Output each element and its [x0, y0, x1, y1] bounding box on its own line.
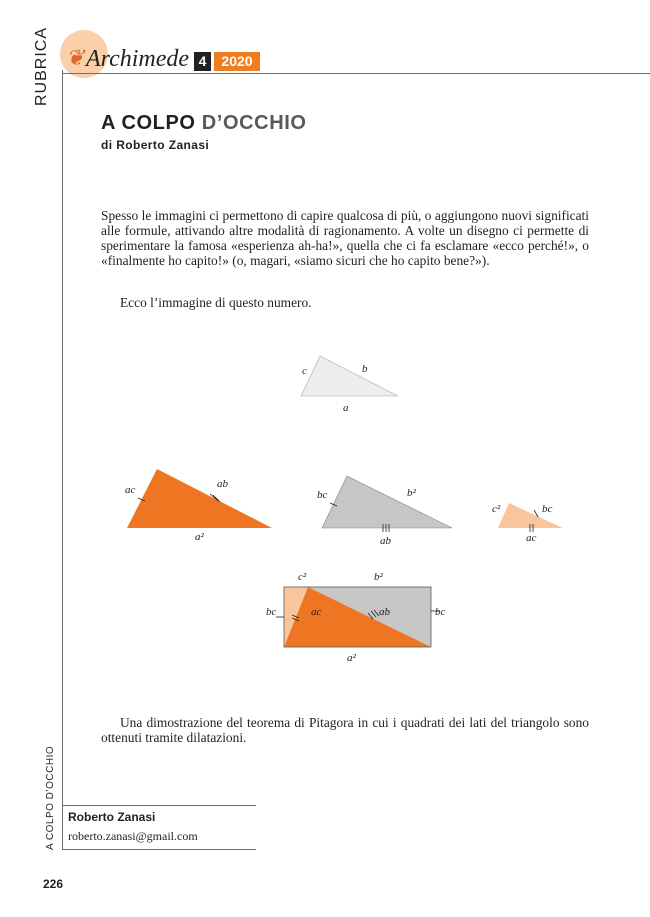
- issue-year: 2020: [214, 52, 260, 71]
- second-paragraph: Ecco l’immagine di questo numero.: [120, 295, 312, 310]
- label-ac-2: ac: [526, 532, 537, 544]
- label-bc-1: bc: [317, 489, 328, 501]
- left-rule: [62, 70, 63, 850]
- label-ac-1: ac: [125, 484, 136, 496]
- intro-paragraph: Spesso le immagini ci permettono di capire qualcosa di più, o aggiungono nuovi significati alle formule, attivando altre modalità di ragionamento. A volte un disegno ci permette di sperimentare la famosa «esperienza ah-ha!», quella che ci fa esclamare «ecco perché!», o «finalmente ho capito!» (o, magari, «siamo sicuri che ho capito bene?»).: [101, 208, 589, 268]
- label-a2-2: a²: [347, 652, 356, 664]
- label-c: c: [302, 365, 307, 377]
- triangle-scaled-c: [498, 503, 563, 528]
- pythagoras-figure: [110, 345, 580, 675]
- issue-number: 4: [194, 52, 211, 71]
- label-bc-4: bc: [435, 606, 446, 618]
- label-b2-2: b²: [374, 571, 383, 583]
- figure-svg: [110, 345, 580, 675]
- label-c2-2: c²: [298, 571, 307, 583]
- label-ab-1: ab: [217, 478, 228, 490]
- page-number: 226: [43, 877, 64, 891]
- label-ac-3: ac: [311, 606, 322, 618]
- label-bc-3: bc: [266, 606, 277, 618]
- title-part-2: D’OCCHIO: [201, 112, 307, 134]
- label-bc-2: bc: [542, 503, 553, 515]
- header-rule: [62, 73, 650, 74]
- triangle-scaled-a: [127, 469, 272, 528]
- article-title: [101, 112, 307, 135]
- triangle-scaled-b: [322, 476, 452, 528]
- label-c2-1: c²: [492, 503, 501, 515]
- running-title: A COLPO D’OCCHIO: [45, 745, 56, 850]
- author-box-top-rule: [62, 805, 256, 806]
- label-a2-1: a²: [195, 531, 204, 543]
- author-box-name: Roberto Zanasi: [68, 810, 156, 824]
- author-email: roberto.zanasi@gmail.com: [68, 829, 198, 843]
- label-b2-1: b²: [407, 487, 416, 499]
- figure-caption: Una dimostrazione del teorema di Pitagora in cui i quadrati dei lati del triangolo sono ottenuti tramite dilatazioni.: [101, 715, 589, 745]
- base-triangle: [301, 356, 398, 396]
- label-a: a: [343, 402, 349, 414]
- label-ab-3: ab: [379, 606, 390, 618]
- section-label: RUBRICA: [33, 26, 50, 106]
- title-part-1: A COLPO: [101, 112, 196, 134]
- label-b: b: [362, 363, 368, 375]
- author-box-bottom-rule: [62, 849, 256, 850]
- flame-icon: ❦: [66, 45, 85, 70]
- label-ab-2: ab: [380, 535, 391, 547]
- magazine-name: Archimede: [86, 46, 190, 72]
- article-author: di Roberto Zanasi: [101, 138, 210, 152]
